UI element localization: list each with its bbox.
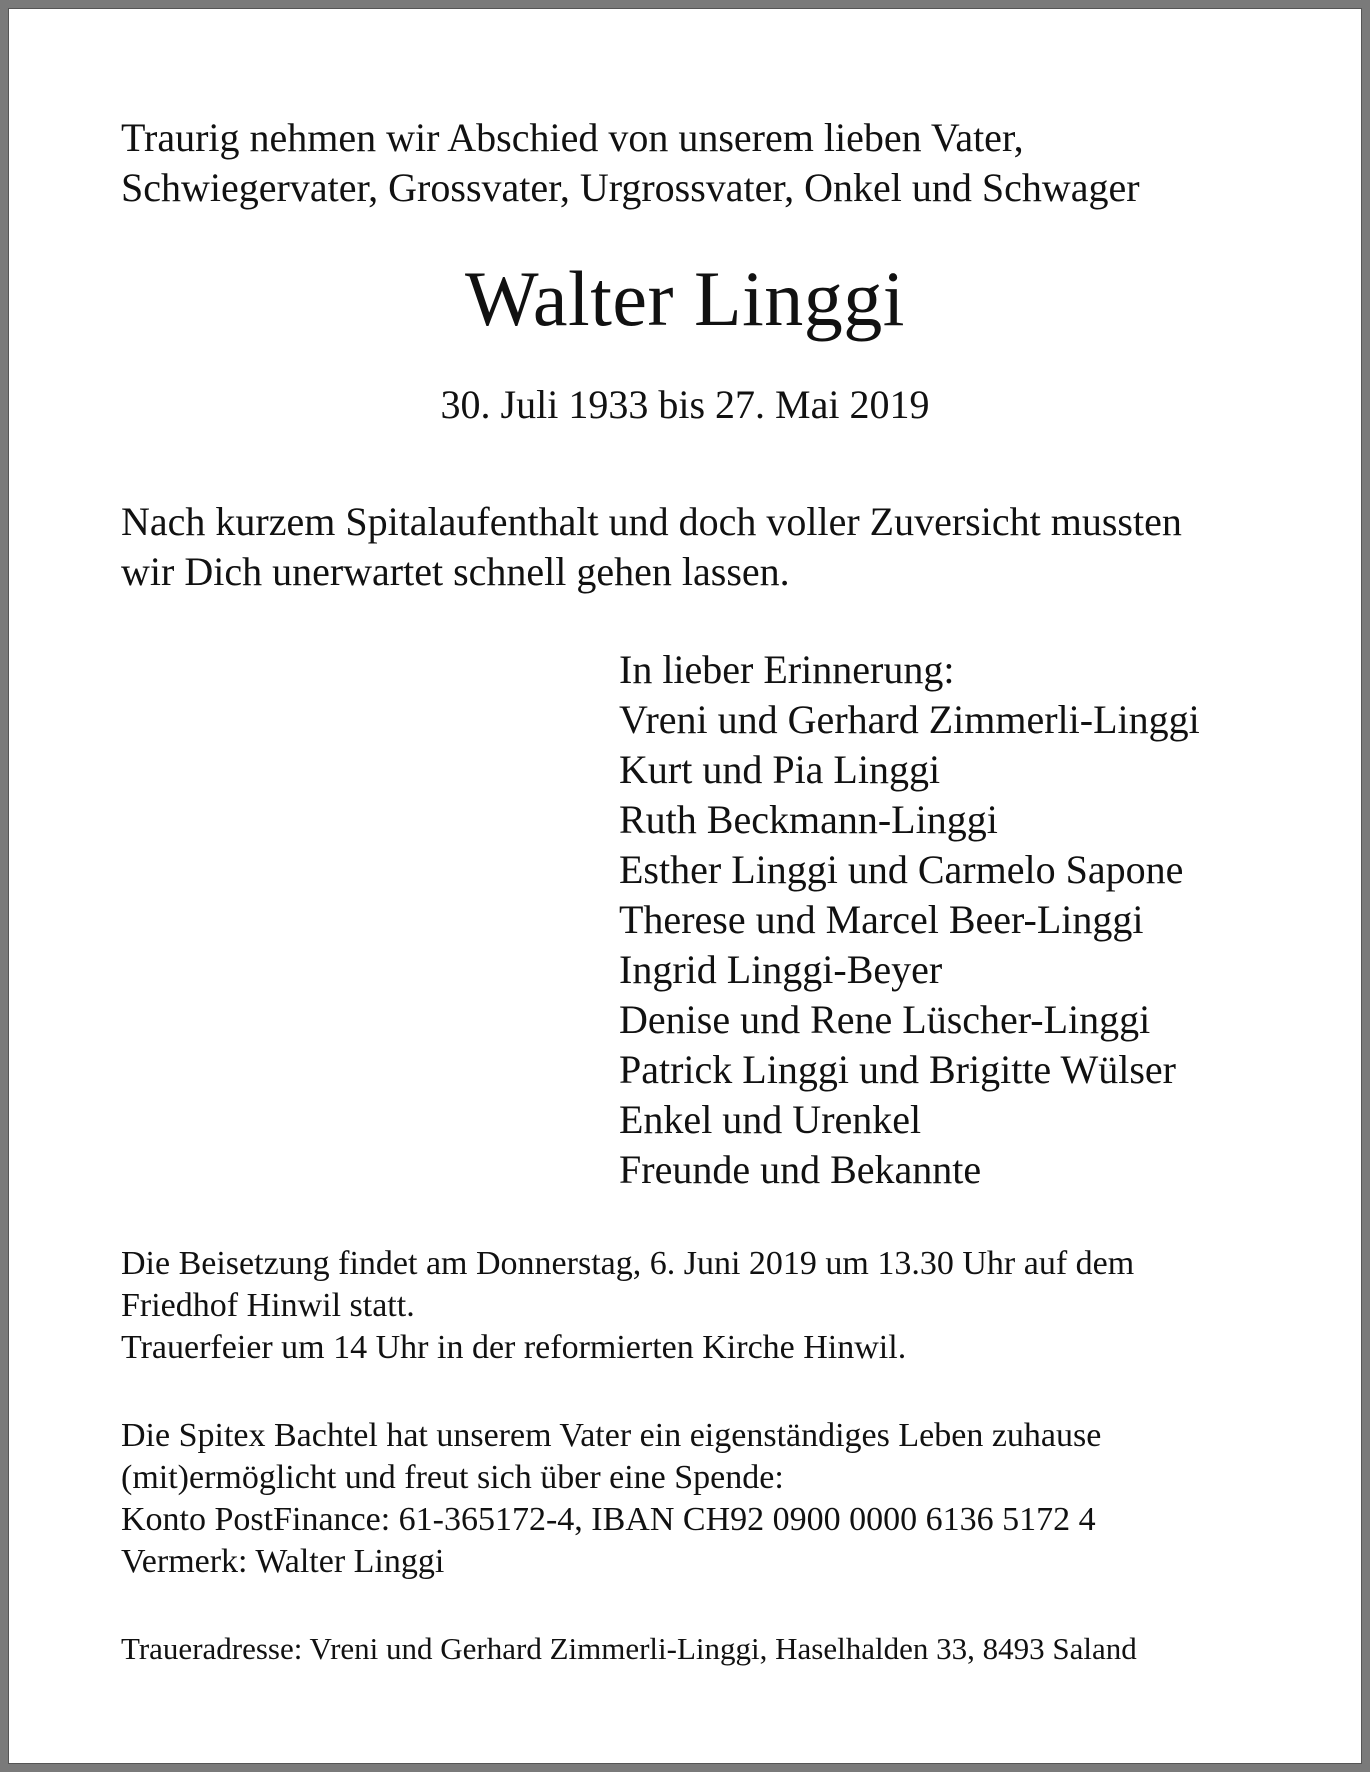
family-member: Ruth Beckmann-Linggi (619, 797, 998, 842)
family-member: Patrick Linggi und Brigitte Wülser (619, 1047, 1176, 1092)
family-member: Freunde und Bekannte (619, 1147, 982, 1192)
donation-line: Die Spitex Bachtel hat unserem Vater ein eigenständiges Leben zuhause (121, 1417, 1102, 1454)
family-heading: In lieber Erinnerung: (619, 647, 955, 692)
message-line: wir Dich unerwartet schnell gehen lassen. (121, 549, 790, 594)
family-member: Denise und Rene Lüscher-Linggi (619, 997, 1151, 1042)
family-member: Enkel und Urenkel (619, 1097, 922, 1142)
family-member: Kurt und Pia Linggi (619, 747, 941, 792)
donation-info (121, 1415, 1101, 1583)
service-line: Friedhof Hinwil statt. (121, 1287, 415, 1324)
service-line: Trauerfeier um 14 Uhr in der reformierten Kirche Hinwil. (121, 1329, 907, 1366)
donation-line: (mit)ermöglicht und freut sich über eine Spende: (121, 1459, 784, 1496)
intro-line: Traurig nehmen wir Abschied von unserem lieben Vater, (121, 115, 1024, 160)
intro-text (121, 113, 1140, 213)
family-member: Esther Linggi und Carmelo Sapone (619, 847, 1184, 892)
donation-account: Konto PostFinance: 61-365172-4, IBAN CH92 0900 0000 6136 5172 4 (121, 1501, 1096, 1538)
message-text (121, 497, 1182, 597)
donation-note: Vermerk: Walter Linggi (121, 1543, 445, 1580)
life-dates: 30. Juli 1933 bis 27. Mai 2019 (440, 382, 930, 427)
deceased-name: Walter Linggi (465, 255, 905, 342)
family-member: Vreni und Gerhard Zimmerli-Linggi (619, 697, 1200, 742)
intro-line: Schwiegervater, Grossvater, Urgrossvater, Onkel und Schwager (121, 165, 1140, 210)
mourning-address: Traueradresse: Vreni und Gerhard Zimmerli-Linggi, Haselhalden 33, 8493 Saland (121, 1631, 1137, 1666)
service-info (121, 1243, 1134, 1369)
family-member: Therese und Marcel Beer-Linggi (619, 897, 1144, 942)
service-line: Die Beisetzung findet am Donnerstag, 6. Juni 2019 um 13.30 Uhr auf dem (121, 1245, 1135, 1282)
family-member: Ingrid Linggi-Beyer (619, 947, 943, 992)
obituary-notice (8, 8, 1362, 1764)
family-list (619, 645, 1200, 1195)
message-line: Nach kurzem Spitalaufenthalt und doch voller Zuversicht mussten (121, 499, 1182, 544)
